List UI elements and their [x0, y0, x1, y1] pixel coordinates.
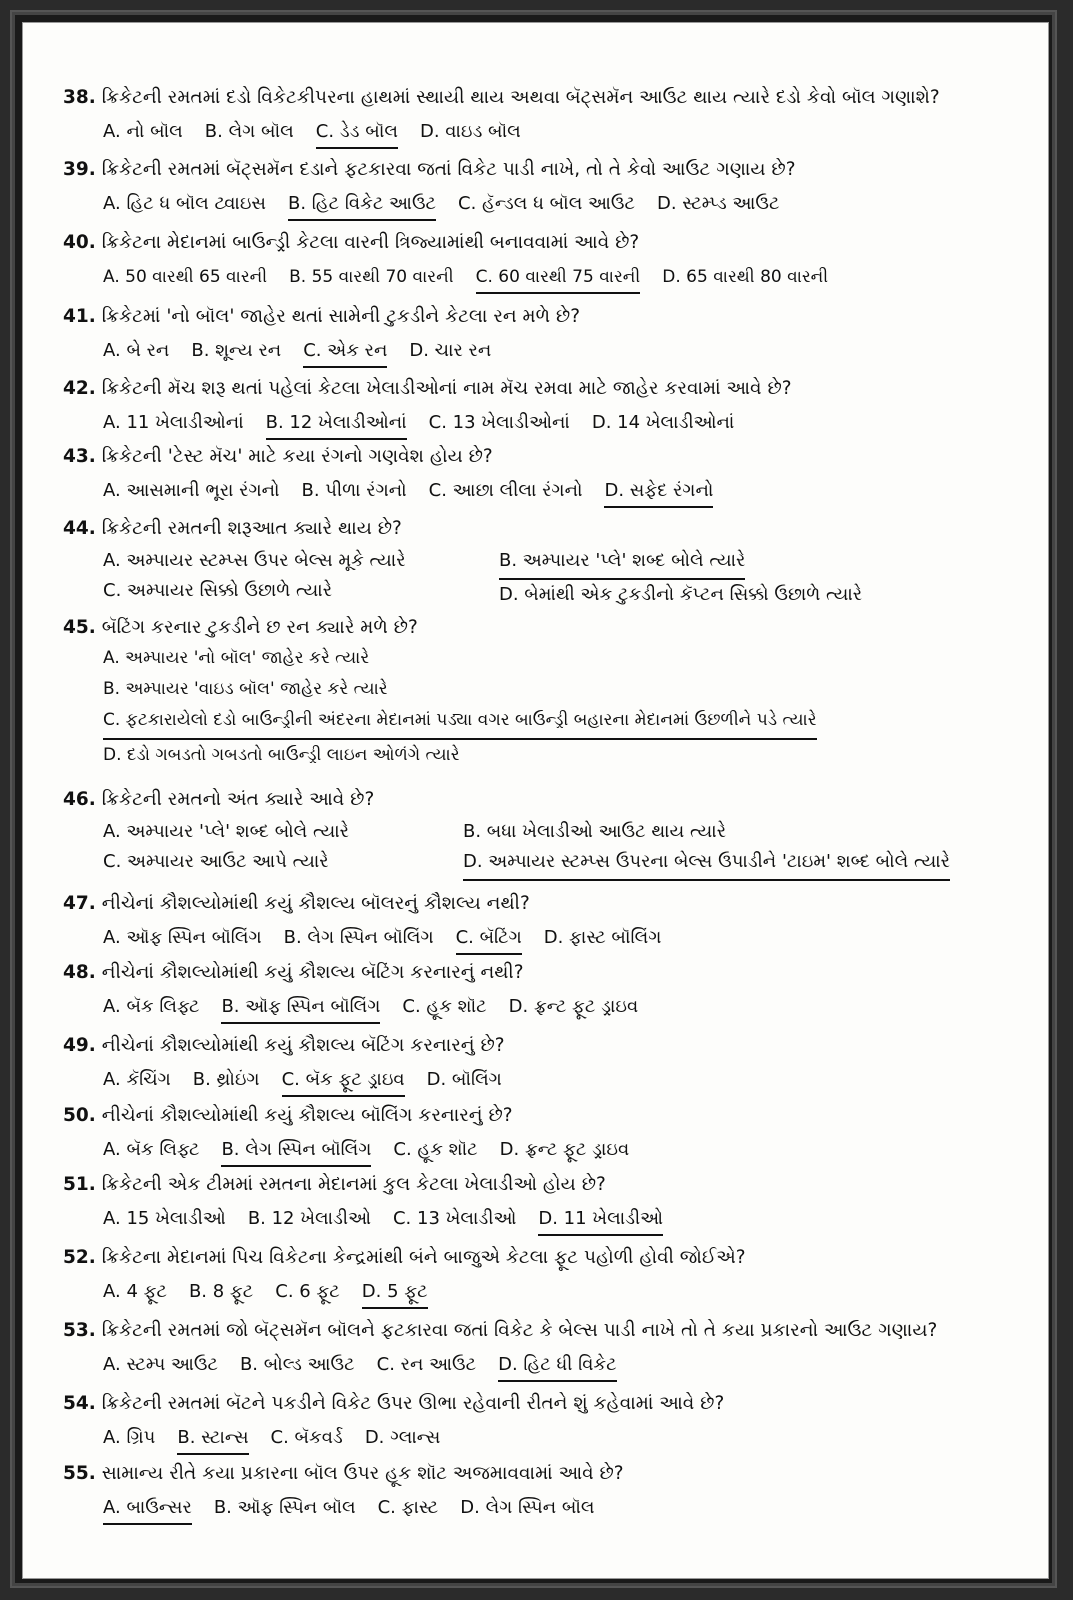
question-stem: [63, 615, 1018, 641]
option-c: C. 13 ખેલાડીઓનાં: [428, 412, 570, 433]
question-text: નીચેનાં કૌશલ્યોમાંથી કયું કૌશલ્ય બૉલિંગ કરનારનું છે?: [101, 1105, 513, 1126]
option-b: B. સ્ટાન્સ: [177, 1425, 248, 1455]
option-c: C. 6 ફૂટ: [275, 1281, 340, 1302]
question-stem: [63, 1391, 1018, 1417]
options-row: [103, 1279, 450, 1309]
option-b: B. 8 ફૂટ: [188, 1281, 254, 1302]
option-b: B. ઑફ સ્પિન બૉલ: [213, 1497, 356, 1518]
option-b: B. થ્રોઇંગ: [192, 1069, 260, 1090]
question-stem: [63, 230, 1018, 256]
question-stem: [63, 1318, 1018, 1344]
option-d: D. ફાસ્ટ બૉલિંગ: [543, 927, 662, 948]
option-d: D. બૉલિંગ: [426, 1069, 502, 1090]
option-d: D. દડો ગબડતો ગબડતો બાઉન્ડ્રી લાઇન ઓળંગે ત્યારે: [103, 745, 460, 765]
option-a: A. 50 વારથી 65 વારની: [103, 267, 268, 287]
option-d: D. અમ્પાયર સ્ટમ્પ્સ ઉપરના બેલ્સ ઉપાડીને 'ટાઇમ' શબ્દ બોલે ત્યારે: [463, 847, 950, 881]
question-text: ક્રિકેટની રમતમાં બૅટ્સમૅન દડાને ફટકારવા જતાં વિકેટ પાડી નાખે, તો તે કેવો આઉટ ગણાય છે?: [101, 159, 796, 180]
option-a: A. આસમાની ભૂરા રંગનો: [103, 480, 280, 501]
question-text: નીચેનાં કૌશલ્યોમાંથી કયું કૌશલ્ય બૅટિંગ કરનારનું છે?: [101, 1035, 505, 1056]
options-row: [103, 1137, 651, 1167]
question-text: નીચેનાં કૌશલ્યોમાંથી કયું કૌશલ્ય બૉલરનું કૌશલ્ય નથી?: [101, 893, 530, 914]
question-number: 52.: [63, 1247, 96, 1268]
option-d: D. 65 વારથી 80 વારની: [662, 267, 829, 287]
option-a: A. સ્ટમ્પ આઉટ: [103, 1354, 218, 1375]
option-b: B. અમ્પાયર 'પ્લે' શબ્દ બોલે ત્યારે: [499, 546, 745, 580]
option-c: C. બૅક ફૂટ ડ્રાઇવ: [282, 1067, 405, 1097]
options-row: [103, 994, 660, 1024]
question-stem: [63, 1245, 1018, 1271]
question-stem: [63, 1103, 1018, 1129]
option-d: D. સફેદ રંગનો: [604, 478, 713, 508]
question-text: સામાન્ય રીતે કયા પ્રકારના બૉલ ઉપર હૂક શૉટ અજમાવવામાં આવે છે?: [101, 1463, 624, 1484]
question-number: 39.: [63, 159, 96, 180]
option-a: A. નો બૉલ: [103, 121, 183, 142]
option-b: B. 55 વારથી 70 વારની: [289, 267, 454, 287]
option-c: C. ફાસ્ટ: [377, 1497, 439, 1518]
option-c: C. 13 ખેલાડીઓ: [392, 1208, 517, 1229]
question-text: બૅટિંગ કરનાર ટુકડીને છ રન ક્યારે મળે છે?: [101, 617, 418, 638]
option-a: A. અમ્પાયર સ્ટમ્પ્સ ઉપર બેલ્સ મૂકે ત્યારે: [103, 550, 406, 571]
options-row: [103, 119, 543, 149]
option-d: D. હિટ ધી વિકેટ: [498, 1352, 617, 1382]
option-a: A. બે રન: [103, 340, 170, 361]
option-a: A. બાઉન્સર: [103, 1495, 192, 1525]
question-number: 42.: [63, 378, 96, 399]
option-a: A. 4 ફૂટ: [103, 1281, 167, 1302]
question-stem: [63, 1461, 1018, 1487]
question-text: ક્રિકેટની મૅચ શરૂ થતાં પહેલાં કેટલા ખેલાડીઓનાં નામ મૅચ રમવા માટે જાહેર કરવામાં આવે છે?: [101, 378, 792, 399]
options-left: [103, 817, 371, 877]
option-c: C. બૅટિંગ: [456, 925, 522, 955]
question-number: 49.: [63, 1035, 96, 1056]
options-row: [103, 1495, 617, 1525]
option-c: C. બૅકવર્ડ: [270, 1427, 343, 1448]
options-row: [103, 1425, 462, 1455]
question-number: 40.: [63, 232, 96, 253]
question-number: 45.: [63, 617, 96, 638]
option-b: B. બોલ્ડ આઉટ: [239, 1354, 355, 1375]
options-column: [103, 643, 839, 771]
option-a: A. 11 ખેલાડીઓનાં: [103, 412, 244, 433]
question-stem: [63, 516, 1018, 542]
option-c: C. અમ્પાયર આઉટ આપે ત્યારે: [103, 851, 329, 872]
question-text: ક્રિકેટના મેદાનમાં પિચ વિકેટના કેન્દ્રમાંથી બંને બાજુએ કેટલા ફૂટ પહોળી હોવી જોઈએ?: [101, 1247, 746, 1268]
question-text: ક્રિકેટની 'ટેસ્ટ મૅચ' માટે કયા રંગનો ગણવેશ હોય છે?: [101, 446, 493, 467]
options-row: [103, 925, 683, 955]
option-a: A. અમ્પાયર 'નો બૉલ' જાહેર કરે ત્યારે: [103, 648, 370, 668]
question-number: 44.: [63, 518, 96, 539]
option-b: B. હિટ વિકેટ આઉટ: [288, 191, 436, 221]
question-number: 50.: [63, 1105, 96, 1126]
question-number: 53.: [63, 1320, 96, 1341]
option-a: A. કૅચિંગ: [103, 1069, 171, 1090]
question-stem: [63, 960, 1018, 986]
option-a: A. ગ્રિપ: [103, 1427, 156, 1448]
option-c: C. રન આઉટ: [376, 1354, 477, 1375]
option-c: C. અમ્પાયર સિક્કો ઉછાળે ત્યારે: [103, 580, 333, 601]
option-c: C. આછા લીલા રંગનો: [428, 480, 583, 501]
question-stem: [63, 891, 1018, 917]
question-stem: [63, 1033, 1018, 1059]
option-a: A. બૅક લિફ્ટ: [103, 1139, 200, 1160]
option-d: D. ફ્રન્ટ ફૂટ ડ્રાઇવ: [499, 1139, 630, 1160]
question-number: 54.: [63, 1393, 96, 1414]
question-stem: [63, 1172, 1018, 1198]
question-number: 51.: [63, 1174, 96, 1195]
option-c: C. ડેડ બૉલ: [316, 119, 398, 149]
options-left: [103, 546, 428, 606]
option-d: D. સ્ટમ્પ્ડ આઉટ: [657, 193, 780, 214]
question-text: ક્રિકેટની રમતમાં બૅટને પકડીને વિકેટ ઉપર ઊભા રહેવાની રીતને શું કહેવામાં આવે છે?: [101, 1393, 725, 1414]
question-text: નીચેનાં કૌશલ્યોમાંથી કયું કૌશલ્ય બૅટિંગ કરનારનું નથી?: [101, 962, 524, 983]
option-d: D. 11 ખેલાડીઓ: [538, 1206, 663, 1236]
question-number: 47.: [63, 893, 96, 914]
question-stem: [63, 157, 1018, 183]
question-text: ક્રિકેટની રમતનો અંત ક્યારે આવે છે?: [101, 789, 375, 810]
option-b: B. લેગ બૉલ: [204, 121, 294, 142]
question-text: ક્રિકેટની રમતની શરૂઆત ક્યારે થાય છે?: [101, 518, 402, 539]
question-stem: [63, 304, 1018, 330]
question-stem: [63, 85, 1018, 111]
option-a: A. બૅક લિફ્ટ: [103, 996, 200, 1017]
option-d: D. 14 ખેલાડીઓનાં: [591, 412, 735, 433]
options-row: [103, 1206, 685, 1236]
option-a: A. ઑફ સ્પિન બૉલિંગ: [103, 927, 262, 948]
question-number: 43.: [63, 446, 96, 467]
option-d: D. ચાર રન: [409, 340, 492, 361]
options-right: [463, 817, 972, 881]
option-c: C. હૂક શૉટ: [402, 996, 487, 1017]
option-d: D. 5 ફૂટ: [362, 1279, 428, 1309]
option-d: D. બેમાંથી એક ટુકડીનો કૅપ્ટન સિક્કો ઉછાળે ત્યારે: [499, 584, 863, 605]
option-b: B. 12 ખેલાડીઓનાં: [266, 410, 407, 440]
worksheet: [22, 22, 1049, 1579]
option-d: D. ગ્લાન્સ: [364, 1427, 441, 1448]
option-b: B. અમ્પાયર 'વાઇડ બૉલ' જાહેર કરે ત્યારે: [103, 679, 388, 699]
option-b: B. પીળા રંગનો: [301, 480, 407, 501]
option-b: B. બધા ખેલાડીઓ આઉટ થાય ત્યારે: [463, 821, 727, 842]
question-number: 41.: [63, 306, 96, 327]
options-row: [103, 338, 513, 368]
question-number: 38.: [63, 87, 96, 108]
question-number: 55.: [63, 1463, 96, 1484]
question-text: ક્રિકેટના મેદાનમાં બાઉન્ડ્રી કેટલા વારની ત્રિજ્યામાંથી બનાવવામાં આવે છે?: [101, 232, 640, 253]
option-a: A. અમ્પાયર 'પ્લે' શબ્દ બોલે ત્યારે: [103, 821, 349, 842]
option-b: B. 12 ખેલાડીઓ: [247, 1208, 371, 1229]
option-c: C. 60 વારથી 75 વારની: [476, 264, 641, 294]
option-a: A. હિટ ધ બૉલ ટ્વાઇસ: [103, 193, 266, 214]
option-d: D. વાઇડ બૉલ: [419, 121, 521, 142]
options-row: [103, 1352, 639, 1382]
option-a: A. 15 ખેલાડીઓ: [103, 1208, 226, 1229]
option-b: B. શૂન્ય રન: [191, 340, 282, 361]
question-stem: [63, 376, 1018, 402]
option-b: B. ઑફ સ્પિન બૉલિંગ: [221, 994, 380, 1024]
option-d: D. ફ્રન્ટ ફૂટ ડ્રાઇવ: [508, 996, 639, 1017]
options-right: [499, 546, 884, 610]
question-text: ક્રિકેટમાં 'નો બૉલ' જાહેર થતાં સામેની ટુકડીને કેટલા રન મળે છે?: [101, 306, 581, 327]
question-number: 48.: [63, 962, 96, 983]
question-text: ક્રિકેટની એક ટીમમાં રમતના મેદાનમાં કુલ કેટલા ખેલાડીઓ હોય છે?: [101, 1174, 606, 1195]
option-b: B. લેગ સ્પિન બૉલિંગ: [221, 1137, 371, 1167]
option-c: C. હૂક શૉટ: [393, 1139, 478, 1160]
question-text: ક્રિકેટની રમતમાં દડો વિકેટકીપરના હાથમાં સ્થાયી થાય અથવા બૅટ્સમૅન આઉટ થાય ત્યારે દડો કેવો બૉલ ગણાશે?: [101, 87, 940, 108]
options-row: [103, 410, 756, 440]
options-row: [103, 191, 802, 221]
option-c: C. હૅન્ડલ ધ બૉલ આઉટ: [458, 193, 635, 214]
option-c: C. ફટકારાયેલો દડો બાઉન્ડ્રીની અંદરના મેદાનમાં પડ્યા વગર બાઉન્ડ્રી બહારના મેદાનમાં ઉછળીને પડે ત્યારે: [103, 705, 817, 740]
options-row: [103, 264, 850, 294]
question-stem: [63, 787, 1018, 813]
options-row: [103, 478, 735, 508]
option-c: C. એક રન: [303, 338, 387, 368]
option-d: D. લેગ સ્પિન બૉલ: [460, 1497, 595, 1518]
option-b: B. લેગ સ્પિન બૉલિંગ: [283, 927, 434, 948]
question-number: 46.: [63, 789, 96, 810]
question-stem: [63, 444, 1018, 470]
options-row: [103, 1067, 524, 1097]
question-text: ક્રિકેટની રમતમાં જો બૅટ્સમૅન બૉલને ફટકારવા જતાં વિકેટ કે બેલ્સ પાડી નાખે તો તે કયા પ્રકારનો આઉટ ગણાય?: [101, 1320, 938, 1341]
